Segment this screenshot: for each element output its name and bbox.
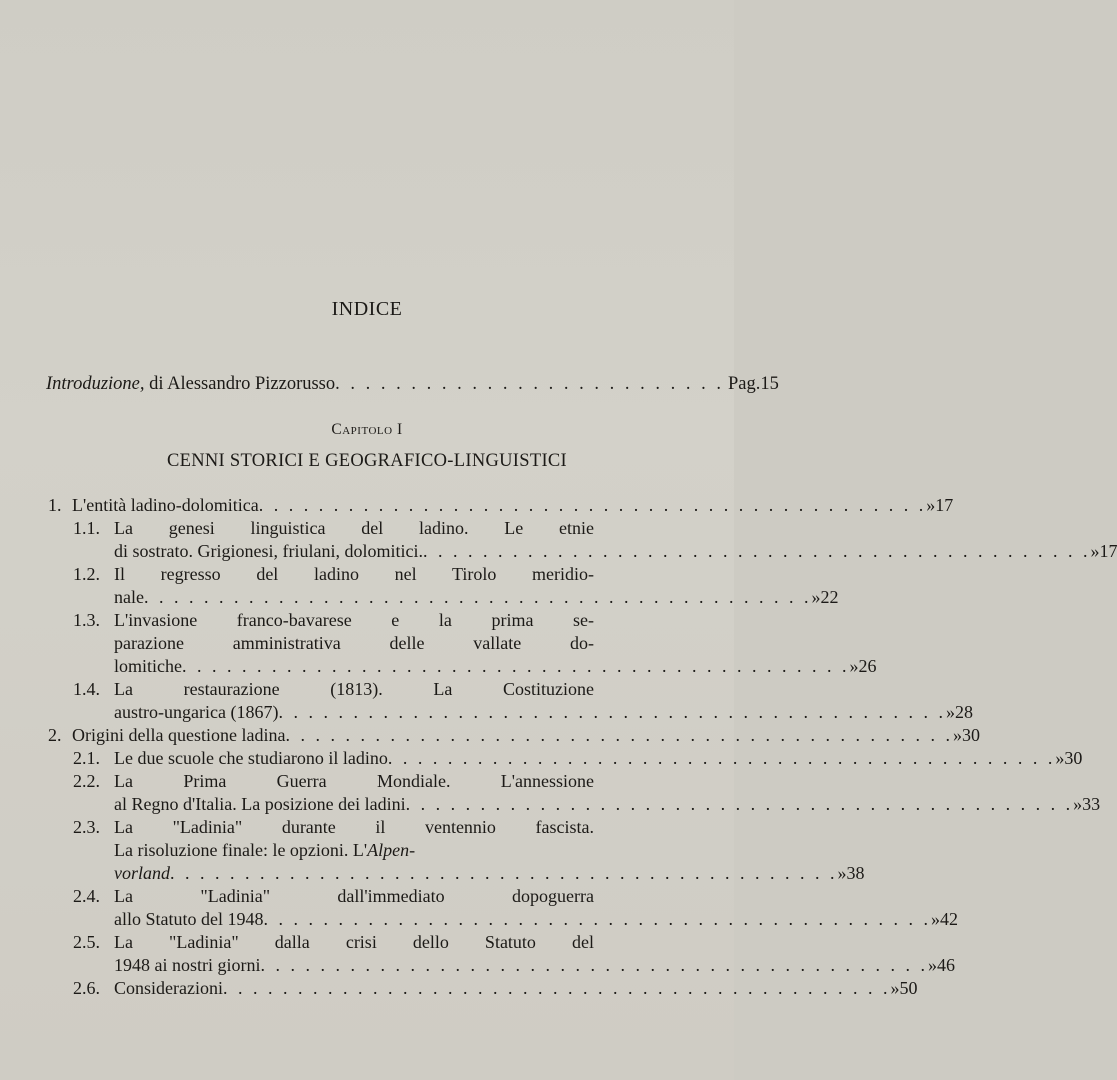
toc-page-number: 50	[899, 978, 918, 998]
toc-entry-text: Origini della questione ladina	[72, 725, 286, 745]
toc-entry-last-line	[114, 862, 865, 885]
intro-pag-label: Pag.	[728, 374, 761, 394]
toc-entry-text: di sostrato. Grigionesi, friulani, dolomitici.	[114, 541, 423, 561]
toc-entry-last-line	[114, 701, 973, 724]
ditto-mark: »	[930, 909, 940, 929]
toc-introduction	[46, 374, 779, 395]
ditto-mark: »	[849, 656, 859, 676]
toc-entry-line: La risoluzione finale: le opzioni. L'Alpen-	[114, 840, 416, 860]
toc-entry-body	[114, 678, 973, 724]
toc-entry-number: 2.4.	[73, 886, 100, 906]
toc-entry-body	[114, 563, 839, 609]
toc-entry-number: 1.3.	[73, 610, 100, 630]
dot-leader: . . . . . . . . . . . . . . . . . . . . . . . . . . . . . . . . . . . . . . . . . . . . .	[387, 748, 1056, 768]
toc-entry-body	[114, 977, 918, 1000]
intro-text: di Alessandro Pizzorusso	[144, 374, 336, 394]
toc-entry	[48, 977, 918, 1000]
chapter-title: CENNI STORICI E GEOGRAFICO-LINGUISTICI	[166, 451, 568, 471]
dot-leader: . . . . . . . . . . . . . . . . . . . . . . . . . . . . . . . . . . . . . . . . . . . . .	[222, 978, 891, 998]
toc-entry-number: 1.4.	[73, 679, 100, 699]
toc-page-number: 30	[961, 725, 980, 745]
ditto-mark: »	[928, 955, 937, 975]
dot-leader: . . . . . . . . . . . . . . . . . . . . . . . . . . . . . . . . . . . . . . . . . . . . .	[285, 725, 953, 745]
toc-entry	[48, 770, 1101, 816]
toc-entry-body	[114, 770, 1101, 816]
toc-entry	[48, 517, 1117, 563]
toc-entry	[48, 747, 1083, 770]
ditto-mark: »	[1055, 748, 1065, 768]
ditto-mark: »	[926, 495, 936, 515]
chapter-label: Capitolo I	[331, 421, 403, 438]
toc-entry-number: 2.2.	[73, 771, 100, 791]
page-title: INDICE	[331, 298, 403, 320]
toc-entry-number: 1.	[48, 495, 62, 515]
toc-entry-number: 2.6.	[73, 978, 100, 998]
toc-entry-line: La genesi linguistica del ladino. Le etnie	[114, 518, 594, 538]
ditto-mark: »	[945, 702, 955, 722]
toc-entry-last-line	[114, 954, 955, 977]
toc-entry-last-line	[114, 977, 918, 1000]
toc-entry-last-line	[72, 724, 980, 747]
toc-entry-body	[72, 724, 980, 747]
toc-entry-number: 2.3.	[73, 817, 100, 837]
toc-page-number: 46	[937, 955, 955, 975]
toc-entry	[48, 563, 839, 609]
toc-entry-line: L'invasione franco-bavarese e la prima se-	[114, 610, 594, 630]
toc-page-number: 30	[1064, 748, 1083, 768]
toc-entry-body	[72, 494, 954, 517]
toc-entry-line: La "Ladinia" dalla crisi dello Statuto del	[114, 932, 594, 952]
dot-leader: . . . . . . . . . . . . . . . . . . . . . . . . . . . . . . . . . . . . . . . . . . . . .	[278, 702, 946, 722]
toc-entry-number: 2.5.	[73, 932, 100, 952]
dot-leader: . . . . . . . . . . . . . . . . . . . . . . . . . . . . . . . . . . . . . . . . . . . . .	[258, 495, 927, 515]
toc-page-number: 38	[846, 863, 865, 883]
toc-entry-text: Considerazioni	[114, 978, 223, 998]
toc-entry-text: al Regno d'Italia. La posizione dei ladini	[114, 794, 406, 814]
toc-entry-text: 1948 ai nostri giorni	[114, 955, 261, 975]
toc-entry-body	[114, 931, 955, 977]
table-of-contents	[48, 494, 1117, 1000]
ditto-mark: »	[811, 587, 821, 607]
toc-page-number: 17	[935, 495, 954, 515]
toc-entry-number: 1.2.	[73, 564, 100, 584]
toc-entry-text: nale	[114, 587, 144, 607]
ditto-mark: »	[837, 863, 847, 883]
toc-entry-line: La Prima Guerra Mondiale. L'annessione	[114, 771, 594, 791]
dot-leader: . . . . . . . . . . . . . . . . . . . . . . . . . . . . . . . . . . . . . . . . . . . . .	[260, 955, 928, 975]
intro-italic: Introduzione,	[46, 374, 145, 394]
toc-page-number: 42	[939, 909, 958, 929]
ditto-mark: »	[1090, 541, 1100, 561]
toc-entry	[48, 885, 958, 931]
toc-entry-last-line	[114, 586, 839, 609]
toc-entry	[48, 494, 954, 517]
toc-entry-line: La "Ladinia" dall'immediato dopoguerra	[114, 886, 594, 906]
toc-entry-body	[114, 747, 1083, 770]
dot-leader: . . . . . . . . . . . . . . . . . . . . . . . . . .	[335, 374, 725, 394]
toc-entry-line: Il regresso del ladino nel Tirolo meridio-	[114, 564, 594, 584]
toc-entry-body	[114, 885, 958, 931]
toc-entry-italic: Alpen-	[367, 840, 416, 860]
toc-page-number: 17	[1099, 541, 1117, 561]
toc-entry	[48, 724, 980, 747]
toc-entry-italic: vorland	[114, 863, 170, 883]
toc-entry-number: 1.1.	[73, 518, 100, 538]
toc-entry	[48, 931, 955, 977]
toc-entry-text: austro-ungarica (1867)	[114, 702, 279, 722]
toc-entry-line: parazione amministrativa delle vallate do-	[114, 633, 594, 653]
ditto-mark: »	[890, 978, 900, 998]
toc-entry-body	[114, 816, 865, 885]
toc-entry-number: 2.	[48, 725, 62, 745]
toc-entry-last-line	[114, 747, 1083, 770]
dot-leader: . . . . . . . . . . . . . . . . . . . . . . . . . . . . . . . . . . . . . . . . . . . . .	[143, 587, 812, 607]
toc-entry-text: allo Statuto del 1948	[114, 909, 264, 929]
toc-entry	[48, 609, 877, 678]
toc-entry-line: La restaurazione (1813). La Costituzione	[114, 679, 594, 699]
toc-entry-last-line	[114, 540, 1117, 563]
toc-entry-last-line	[114, 655, 877, 678]
toc-entry-line: La "Ladinia" durante il ventennio fascista.	[114, 817, 594, 837]
dot-leader: . . . . . . . . . . . . . . . . . . . . . . . . . . . . . . . . . . . . . . . . . . . . .	[170, 863, 838, 883]
toc-entry	[48, 678, 973, 724]
toc-page-number: 26	[858, 656, 877, 676]
dot-leader: . . . . . . . . . . . . . . . . . . . . . . . . . . . . . . . . . . . . . . . . . . . . .	[263, 909, 931, 929]
dot-leader: . . . . . . . . . . . . . . . . . . . . . . . . . . . . . . . . . . . . . . . . . . . . .	[405, 794, 1074, 814]
toc-entry-last-line	[114, 908, 958, 931]
ditto-mark: »	[1073, 794, 1083, 814]
toc-entry	[48, 816, 865, 885]
toc-entry-text: L'entità ladino-dolomitica	[72, 495, 259, 515]
toc-entry-number: 2.1.	[73, 748, 100, 768]
toc-entry-body	[114, 517, 1117, 563]
ditto-mark: »	[952, 725, 962, 745]
toc-page-number: 33	[1082, 794, 1101, 814]
toc-entry-text: lomitiche	[114, 656, 182, 676]
toc-page-number: 22	[820, 587, 839, 607]
dot-leader: . . . . . . . . . . . . . . . . . . . . . . . . . . . . . . . . . . . . . . . . . . . . .	[181, 656, 850, 676]
toc-entry-last-line	[72, 494, 954, 517]
toc-entry-text: Le due scuole che studiarono il ladino	[114, 748, 388, 768]
intro-page-number: 15	[760, 374, 779, 394]
toc-entry-last-line	[114, 793, 1101, 816]
toc-page-number: 28	[954, 702, 973, 722]
toc-entry-body	[114, 609, 877, 678]
dot-leader: . . . . . . . . . . . . . . . . . . . . . . . . . . . . . . . . . . . . . . . . . . . . .	[422, 541, 1091, 561]
